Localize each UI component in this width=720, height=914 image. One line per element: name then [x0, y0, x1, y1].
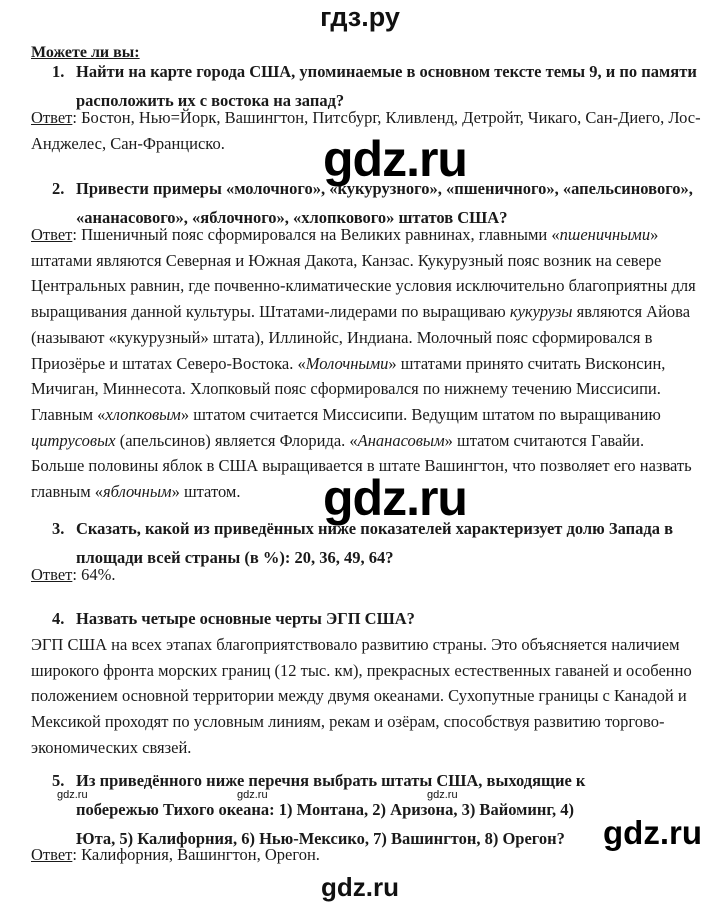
answer-emphasis: цитрусовых — [31, 430, 116, 450]
question-text: Сказать, какой из приведённых ниже показателей характеризует долю Запада в площади всей страны (в %): 20, 36, 49, 64? — [76, 519, 674, 567]
answer-text: » штатом считается Миссисипи. Ведущим штатом по выращиванию — [180, 404, 661, 424]
answer-emphasis: кукурузы — [509, 302, 573, 322]
answer-4 — [31, 632, 701, 761]
answer-text: » штатами являются Северная и Южная Дакота, Канзас. Кукурузный пояс возник на севере Центральных равнин, где почвенно-климатические условия исключительно благоприятны для выращивания данной культуры. Штатами-лидерами по выращиваю — [31, 225, 696, 322]
watermark-bottom: gdz.ru — [321, 872, 399, 902]
watermark-big: gdz.ru — [323, 131, 467, 187]
watermark-medium: gdz.ru — [603, 814, 702, 851]
answer-text: являются Айова (называют «кукурузный» штата), Иллинойс, Индиана. Молочный пояс сформировался в Приозёрье и штатах Северо-Востока. « — [31, 302, 691, 373]
watermark-small: gdz.ru — [237, 789, 268, 801]
answer-5 — [31, 842, 701, 868]
answer-text: (апельсинов) является Флорида. « — [115, 430, 358, 450]
answer-text: : Калифорния, Вашингтон, Орегон. — [72, 845, 320, 864]
section-heading: Можете ли вы: — [31, 44, 140, 61]
watermark-small: gdz.ru — [57, 789, 88, 801]
question-number: 4. — [52, 609, 65, 628]
watermark-small: gdz.ru — [427, 789, 458, 801]
answer-text: : 64%. — [72, 565, 116, 584]
answer-label: Ответ — [31, 565, 73, 584]
answer-3 — [31, 562, 701, 588]
answer-emphasis: хлопковым — [105, 404, 181, 424]
answer-label: Ответ — [31, 108, 73, 127]
answer-label: Ответ — [31, 225, 73, 244]
question-number: 2. — [52, 179, 65, 198]
answer-emphasis: Ананасовым — [357, 430, 445, 450]
answer-emphasis: Молочными — [305, 353, 389, 373]
question-text: Назвать четыре основные черты ЭГП США? — [76, 609, 415, 628]
question-5 — [52, 766, 612, 853]
question-text: Из приведённого ниже перечня выбрать штаты США, выходящие к побережью Тихого океана: 1) Монтана, 2) Аризона, 3) Вайоминг, 4) Юта, 5) Калифорния, 6) Нью-Мексико, 7) Вашингтон, 8) Орегон? — [76, 771, 586, 848]
answer-text: » штатами принято считать Висконсин, Мичиган, Миннесота. Хлопковый пояс сформировался по нижнему течению Миссисипи. Главным « — [31, 353, 666, 424]
answer-label: Ответ — [31, 845, 73, 864]
answer-emphasis: яблочным — [103, 482, 172, 502]
answer-text: » штатом считаются Гавайи. Больше половины яблок в США выращивается в штате Вашингтон, что позволяет его назвать главным « — [31, 430, 692, 502]
question-number: 1. — [52, 62, 65, 81]
question-number: 3. — [52, 519, 65, 538]
answer-text: » штатом. — [171, 482, 241, 502]
watermark-top: гдз.ру — [320, 2, 400, 32]
question-text: Найти на карте города США, упоминаемые в основном тексте темы 9, и по памяти расположить их с востока на запад? — [76, 62, 697, 110]
question-4 — [52, 604, 702, 633]
answer-text: ЭГП США на всех этапах благоприятствовало развитию страны. Это объясняется наличием широкого фронта морских границ (12 тыс. км), прекрасных естественных гаваней и особенно положением основной территории между двумя океанами. Сухопутные границы с Канадой и Мексикой проходят по условным линиям, рекам и озёрам, способствуя развитию торгово-экономических связей. — [31, 635, 692, 757]
answer-text: : Пшеничный пояс сформировался на Великих равнинах, главными « — [72, 225, 560, 244]
answer-text: : Бостон, Нью=Йорк, Вашингтон, Питсбург, Кливленд, Детройт, Чикаго, Сан-Диего, Лос-Анджелес, Сан-Франциско. — [31, 108, 701, 153]
watermark-big: gdz.ru — [323, 470, 467, 526]
question-text: Привести примеры «молочного», «кукурузного», «пшеничного», «апельсинового», «ананасового», «яблочного», «хлопкового» штатов США? — [76, 179, 693, 227]
answer-2 — [31, 222, 701, 505]
answer-emphasis: пшеничными — [559, 225, 651, 244]
question-number: 5. — [52, 771, 65, 790]
